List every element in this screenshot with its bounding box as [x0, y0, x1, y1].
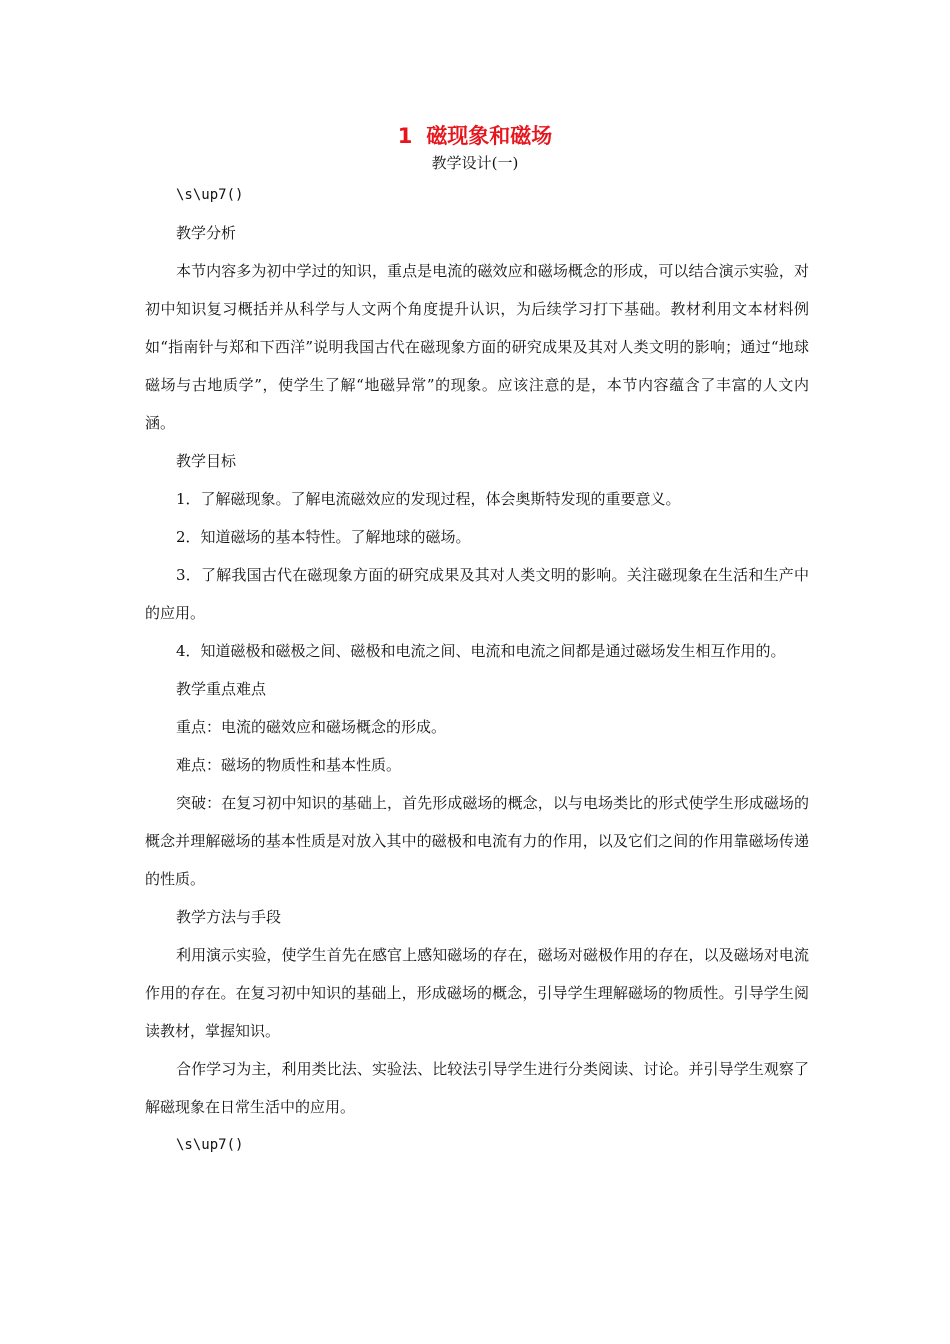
- document-body: [145, 176, 809, 1164]
- key-point: 重点：电流的磁效应和磁场概念的形成。: [176, 718, 447, 736]
- heading-key-points: 教学重点难点: [176, 680, 267, 698]
- paragraph-analysis: 本节内容多为初中学过的知识，重点是电流的磁效应和磁场概念的形成，可以结合演示实验，对初中知识复习概括并从科学与人文两个角度提升认识，为后续学习打下基础。教材利用文本材料例如“指南针与郑和下西洋”说明我国古代在磁现象方面的研究成果及其对人类文明的影响；通过“地球磁场与古地质学”，使学生了解“地磁异常”的现象。应该注意的是，本节内容蕴含了丰富的人文内涵。: [145, 262, 809, 432]
- difficulty-point: 难点：磁场的物质性和基本性质。: [176, 756, 402, 774]
- heading-goals: 教学目标: [176, 452, 237, 470]
- methods-paragraph-2: 合作学习为主，利用类比法、实验法、比较法引导学生进行分类阅读、讨论。并引导学生观察了解磁现象在日常生活中的应用。: [145, 1060, 809, 1116]
- heading-analysis: 教学分析: [176, 224, 237, 242]
- goal-item-3: 3．了解我国古代在磁现象方面的研究成果及其对人类文明的影响。关注磁现象在生活和生产中的应用。: [145, 566, 809, 622]
- field-code-top: \s\up7(): [176, 187, 244, 203]
- field-code-bottom: \s\up7(): [176, 1137, 244, 1153]
- goal-item-2: 2．知道磁场的基本特性。了解地球的磁场。: [176, 528, 471, 546]
- heading-methods: 教学方法与手段: [176, 908, 282, 926]
- methods-paragraph-1: 利用演示实验，使学生首先在感官上感知磁场的存在，磁场对磁极作用的存在，以及磁场对电流作用的存在。在复习初中知识的基础上，形成磁场的概念，引导学生理解磁场的物质性。引导学生阅读教材，掌握知识。: [145, 946, 809, 1040]
- goal-item-1: 1．了解磁现象。了解电流磁效应的发现过程，体会奥斯特发现的重要意义。: [176, 490, 681, 508]
- title-text: 磁现象和磁场: [426, 124, 553, 148]
- breakthrough-point: 突破：在复习初中知识的基础上，首先形成磁场的概念，以与电场类比的形式使学生形成磁场的概念并理解磁场的基本性质是对放入其中的磁极和电流有力的作用，以及它们之间的作用靠磁场传递的性质。: [145, 794, 809, 888]
- page-subtitle: 教学设计(一): [431, 154, 519, 172]
- goal-item-4: 4．知道磁极和磁极之间、磁极和电流之间、电流和电流之间都是通过磁场发生相互作用的。: [176, 642, 786, 660]
- page-title: [0, 122, 950, 150]
- title-number: 1: [397, 124, 413, 148]
